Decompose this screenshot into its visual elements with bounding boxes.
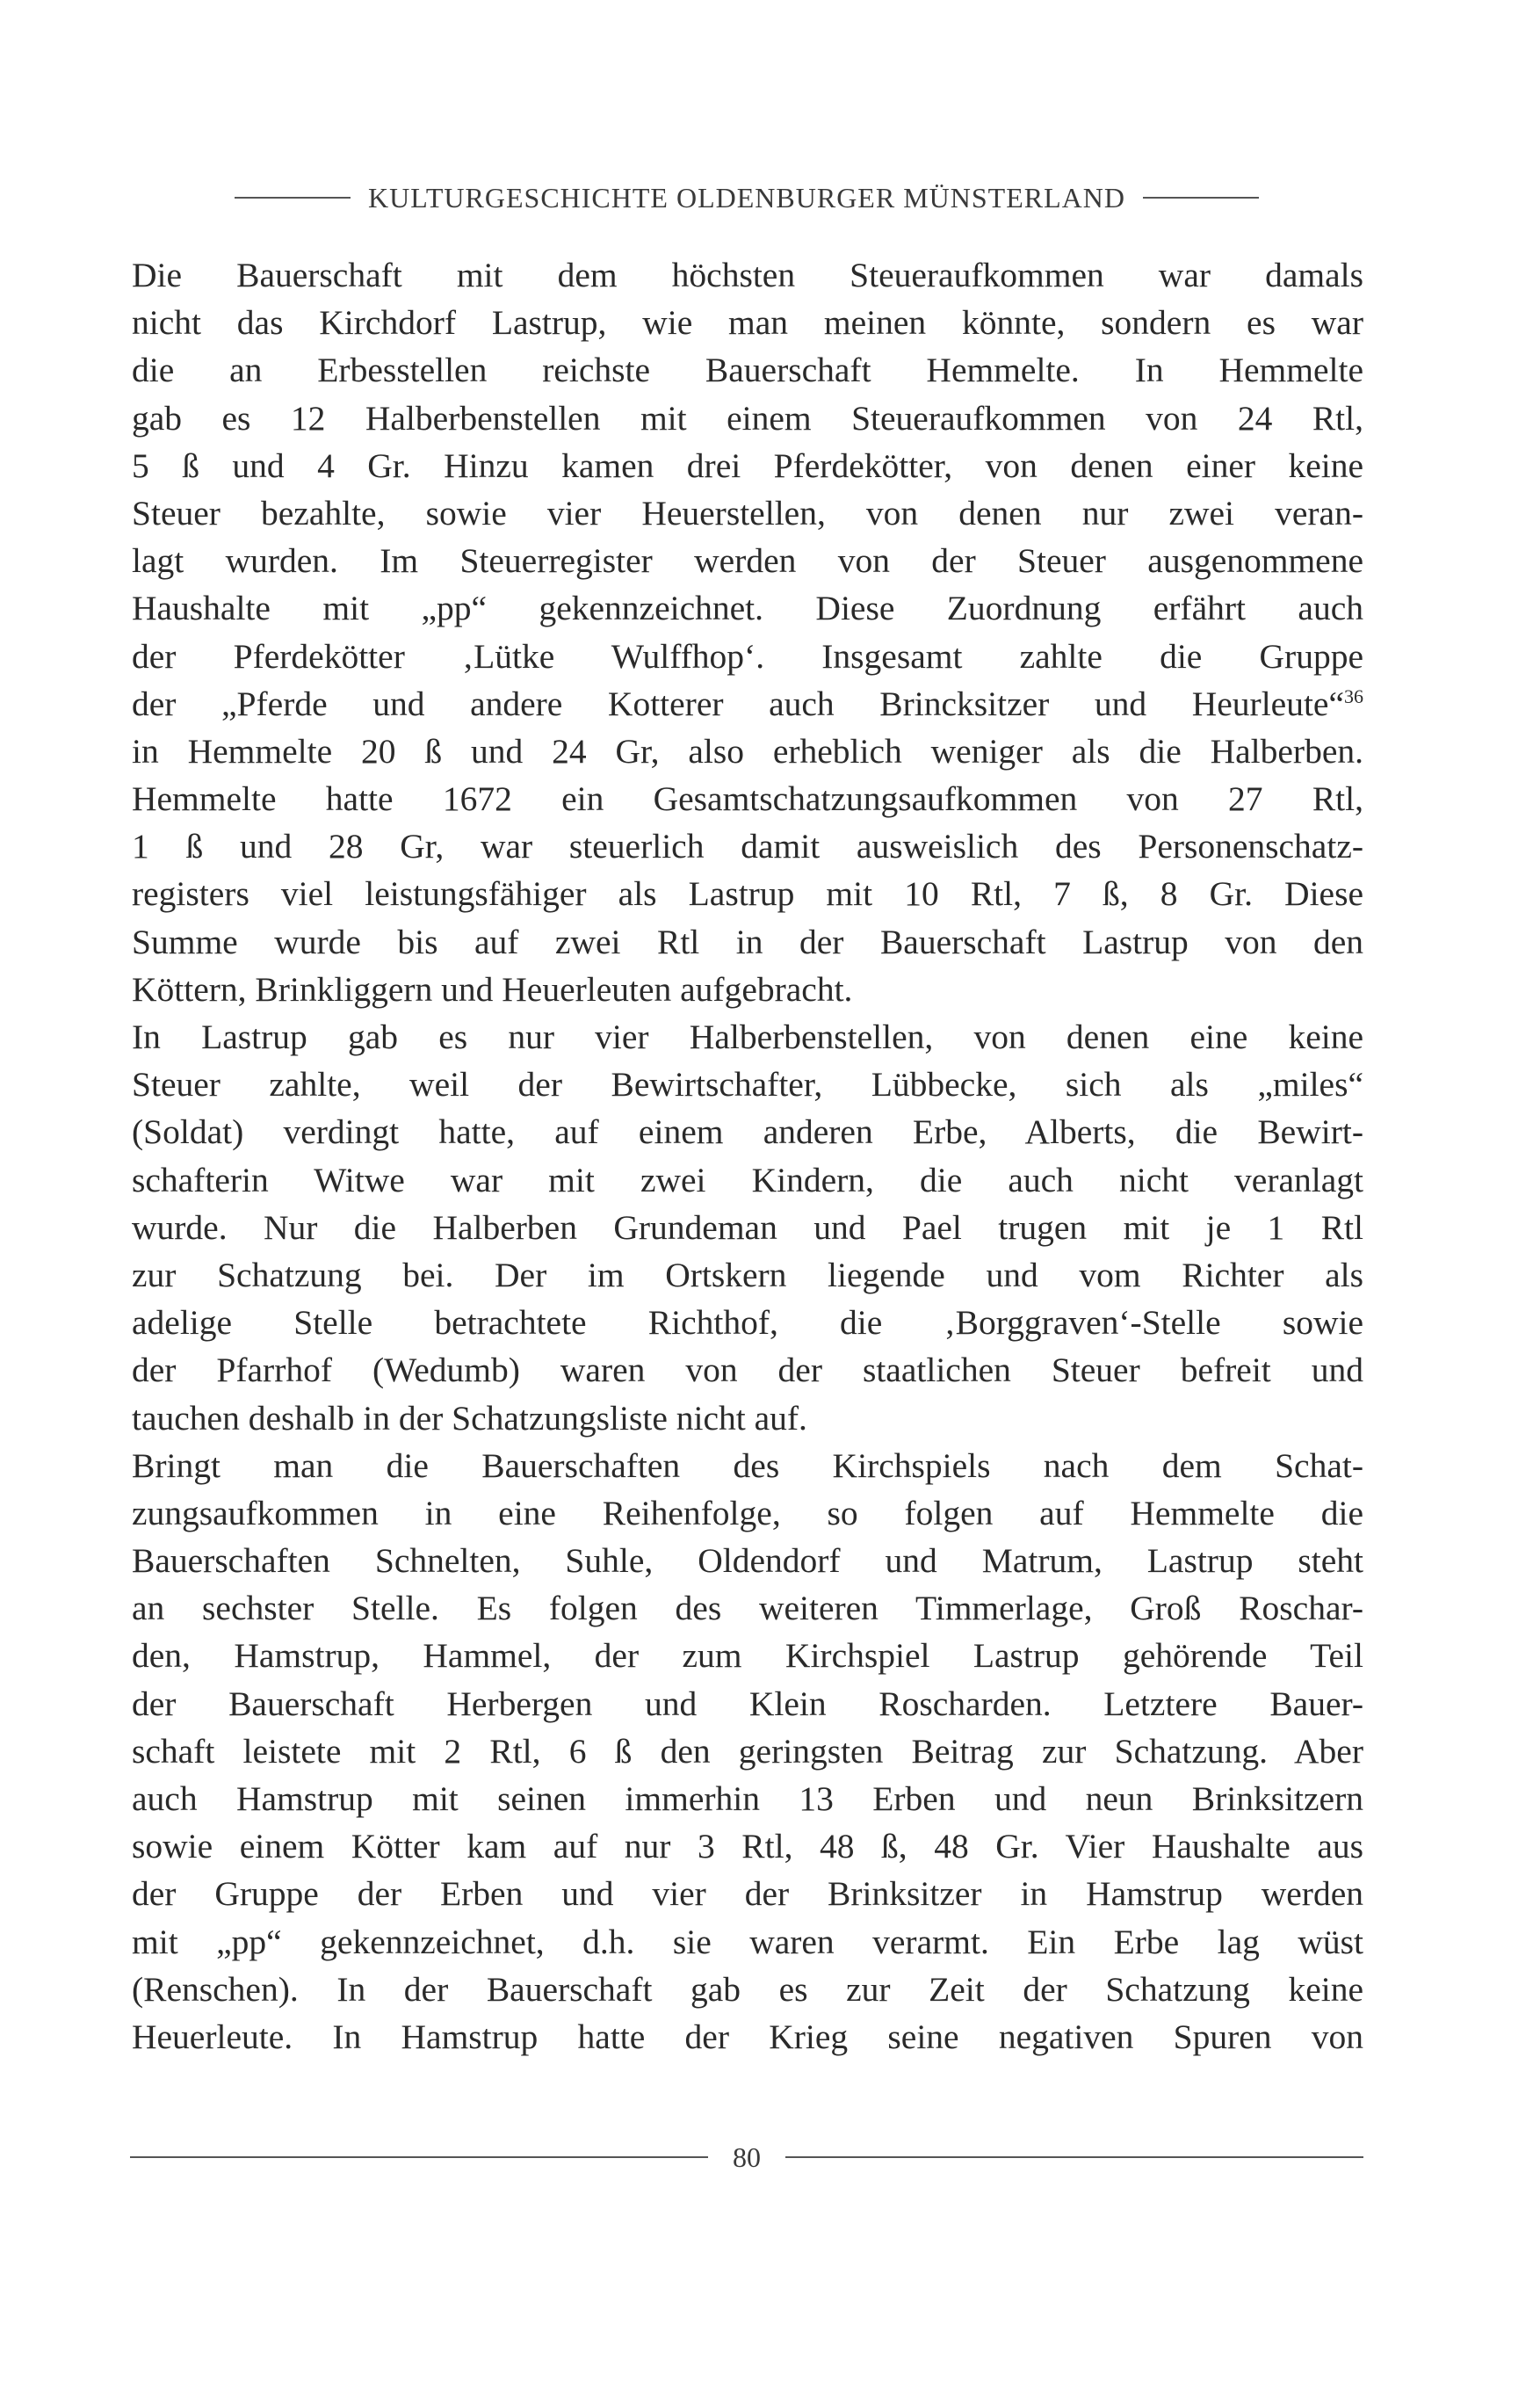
text-line: in Hemmelte 20 ß und 24 Gr, also erheblich weniger als die Halberben. [132, 731, 1363, 771]
text-line: der Bauerschaft Herbergen und Klein Roscharden. Letztere Bauer- [132, 1684, 1363, 1723]
text-line: wurde. Nur die Halberben Grundeman und Pael trugen mit je 1 Rtl [132, 1207, 1363, 1247]
footer-rule-left [130, 2156, 708, 2158]
text-line: (Renschen). In der Bauerschaft gab es zur Zeit der Schatzung keine [132, 1969, 1363, 2009]
text-line: zungsaufkommen in eine Reihenfolge, so folgen auf Hemmelte die [132, 1493, 1363, 1532]
text-line: Hemmelte hatte 1672 ein Gesamtschatzungsaufkommen von 27 Rtl, [132, 779, 1363, 819]
text-line: Köttern, Brinkliggern und Heuerleuten aufgebracht. [132, 969, 853, 1009]
text-line: registers viel leistungsfähiger als Lastrup mit 10 Rtl, 7 ß, 8 Gr. Diese [132, 874, 1363, 914]
page-footer [130, 2135, 1363, 2179]
text-line: In Lastrup gab es nur vier Halberbenstellen, von denen eine keine [132, 1018, 1363, 1056]
running-header-title: KULTURGESCHICHTE OLDENBURGER MÜNSTERLAND [368, 181, 1125, 214]
text-line: an sechster Stelle. Es folgen des weiteren Timmerlage, Groß Roschar- [132, 1589, 1363, 1628]
text-line: Steuer zahlte, weil der Bewirtschafter, Lübbecke, sich als „miles“ [132, 1065, 1363, 1105]
text-line: gab es 12 Halberbenstellen mit einem Steueraufkommen von 24 Rtl, [132, 398, 1363, 438]
text-line: adelige Stelle betrachtete Richthof, die ‚Borggraven‘-Stelle sowie [132, 1303, 1363, 1343]
text-line: Heuerleute. In Hamstrup hatte der Krieg seine negativen Spuren von [132, 2017, 1363, 2056]
text-line: der Gruppe der Erben und vier der Brinksitzer in Hamstrup werden [132, 1874, 1363, 1914]
paragraph-3 [132, 1442, 1363, 2061]
paragraph-1 [132, 251, 1363, 1013]
text-line: tauchen deshalb in der Schatzungsliste nicht auf. [132, 1398, 807, 1438]
footer-rule-right [785, 2156, 1363, 2158]
text-line-with-footnote [132, 680, 1363, 728]
text-line: 5 ß und 4 Gr. Hinzu kamen drei Pferdekötter, von denen einer keine [132, 445, 1363, 485]
text-line: der Pferdekötter ‚Lütke Wulffhop‘. Insgesamt zahlte die Gruppe [132, 636, 1363, 676]
text-line: Summe wurde bis auf zwei Rtl in der Bauerschaft Lastrup von den [132, 922, 1363, 961]
text-line: 1 ß und 28 Gr, war steuerlich damit ausweislich des Personenschatz- [132, 827, 1363, 866]
body-text [132, 251, 1363, 2061]
text-line: Bringt man die Bauerschaften des Kirchspiels nach dem Schat- [132, 1445, 1363, 1485]
text-line: zur Schatzung bei. Der im Ortskern liegende und vom Richter als [132, 1255, 1363, 1294]
footnote-reference[interactable]: 36 [1344, 684, 1363, 707]
text-line: auch Hamstrup mit seinen immerhin 13 Erben und neun Brinksitzern [132, 1779, 1363, 1818]
text-line: den, Hamstrup, Hammel, der zum Kirchspiel Lastrup gehörende Teil [132, 1636, 1363, 1676]
paragraph-2 [132, 1013, 1363, 1442]
running-header [130, 176, 1363, 220]
text-line: sowie einem Kötter kam auf nur 3 Rtl, 48 ß, 48 Gr. Vier Haushalte aus [132, 1827, 1363, 1866]
page-number: 80 [733, 2140, 761, 2173]
header-rule-left [235, 197, 351, 199]
text-line: schafterin Witwe war mit zwei Kindern, die auch nicht veranlagt [132, 1160, 1363, 1199]
text-line: (Soldat) verdingt hatte, auf einem anderen Erbe, Alberts, die Bewirt- [132, 1112, 1363, 1152]
text-line: Die Bauerschaft mit dem höchsten Steueraufkommen war damals [132, 256, 1363, 294]
text-line: lagt wurden. Im Steuerregister werden von der Steuer ausgenommene [132, 541, 1363, 581]
text-line: Steuer bezahlte, sowie vier Heuerstellen, von denen nur zwei veran- [132, 493, 1363, 532]
text-line: Haushalte mit „pp“ gekennzeichnet. Diese Zuordnung erfährt auch [132, 589, 1363, 628]
text-line: mit „pp“ gekennzeichnet, d.h. sie waren verarmt. Ein Erbe lag wüst [132, 1922, 1363, 1961]
text-line: nicht das Kirchdorf Lastrup, wie man meinen könnte, sondern es war [132, 303, 1363, 343]
text-line-content: der „Pferde und andere Kotterer auch Brincksitzer und Heurleute“ [132, 684, 1344, 723]
text-line: schaft leistete mit 2 Rtl, 6 ß den geringsten Beitrag zur Schatzung. Aber [132, 1731, 1363, 1771]
text-line: Bauerschaften Schnelten, Suhle, Oldendorf und Matrum, Lastrup steht [132, 1541, 1363, 1581]
text-line: der Pfarrhof (Wedumb) waren von der staatlichen Steuer befreit und [132, 1351, 1363, 1390]
header-rule-right [1143, 197, 1259, 199]
text-line: die an Erbesstellen reichste Bauerschaft Hemmelte. In Hemmelte [132, 351, 1363, 390]
